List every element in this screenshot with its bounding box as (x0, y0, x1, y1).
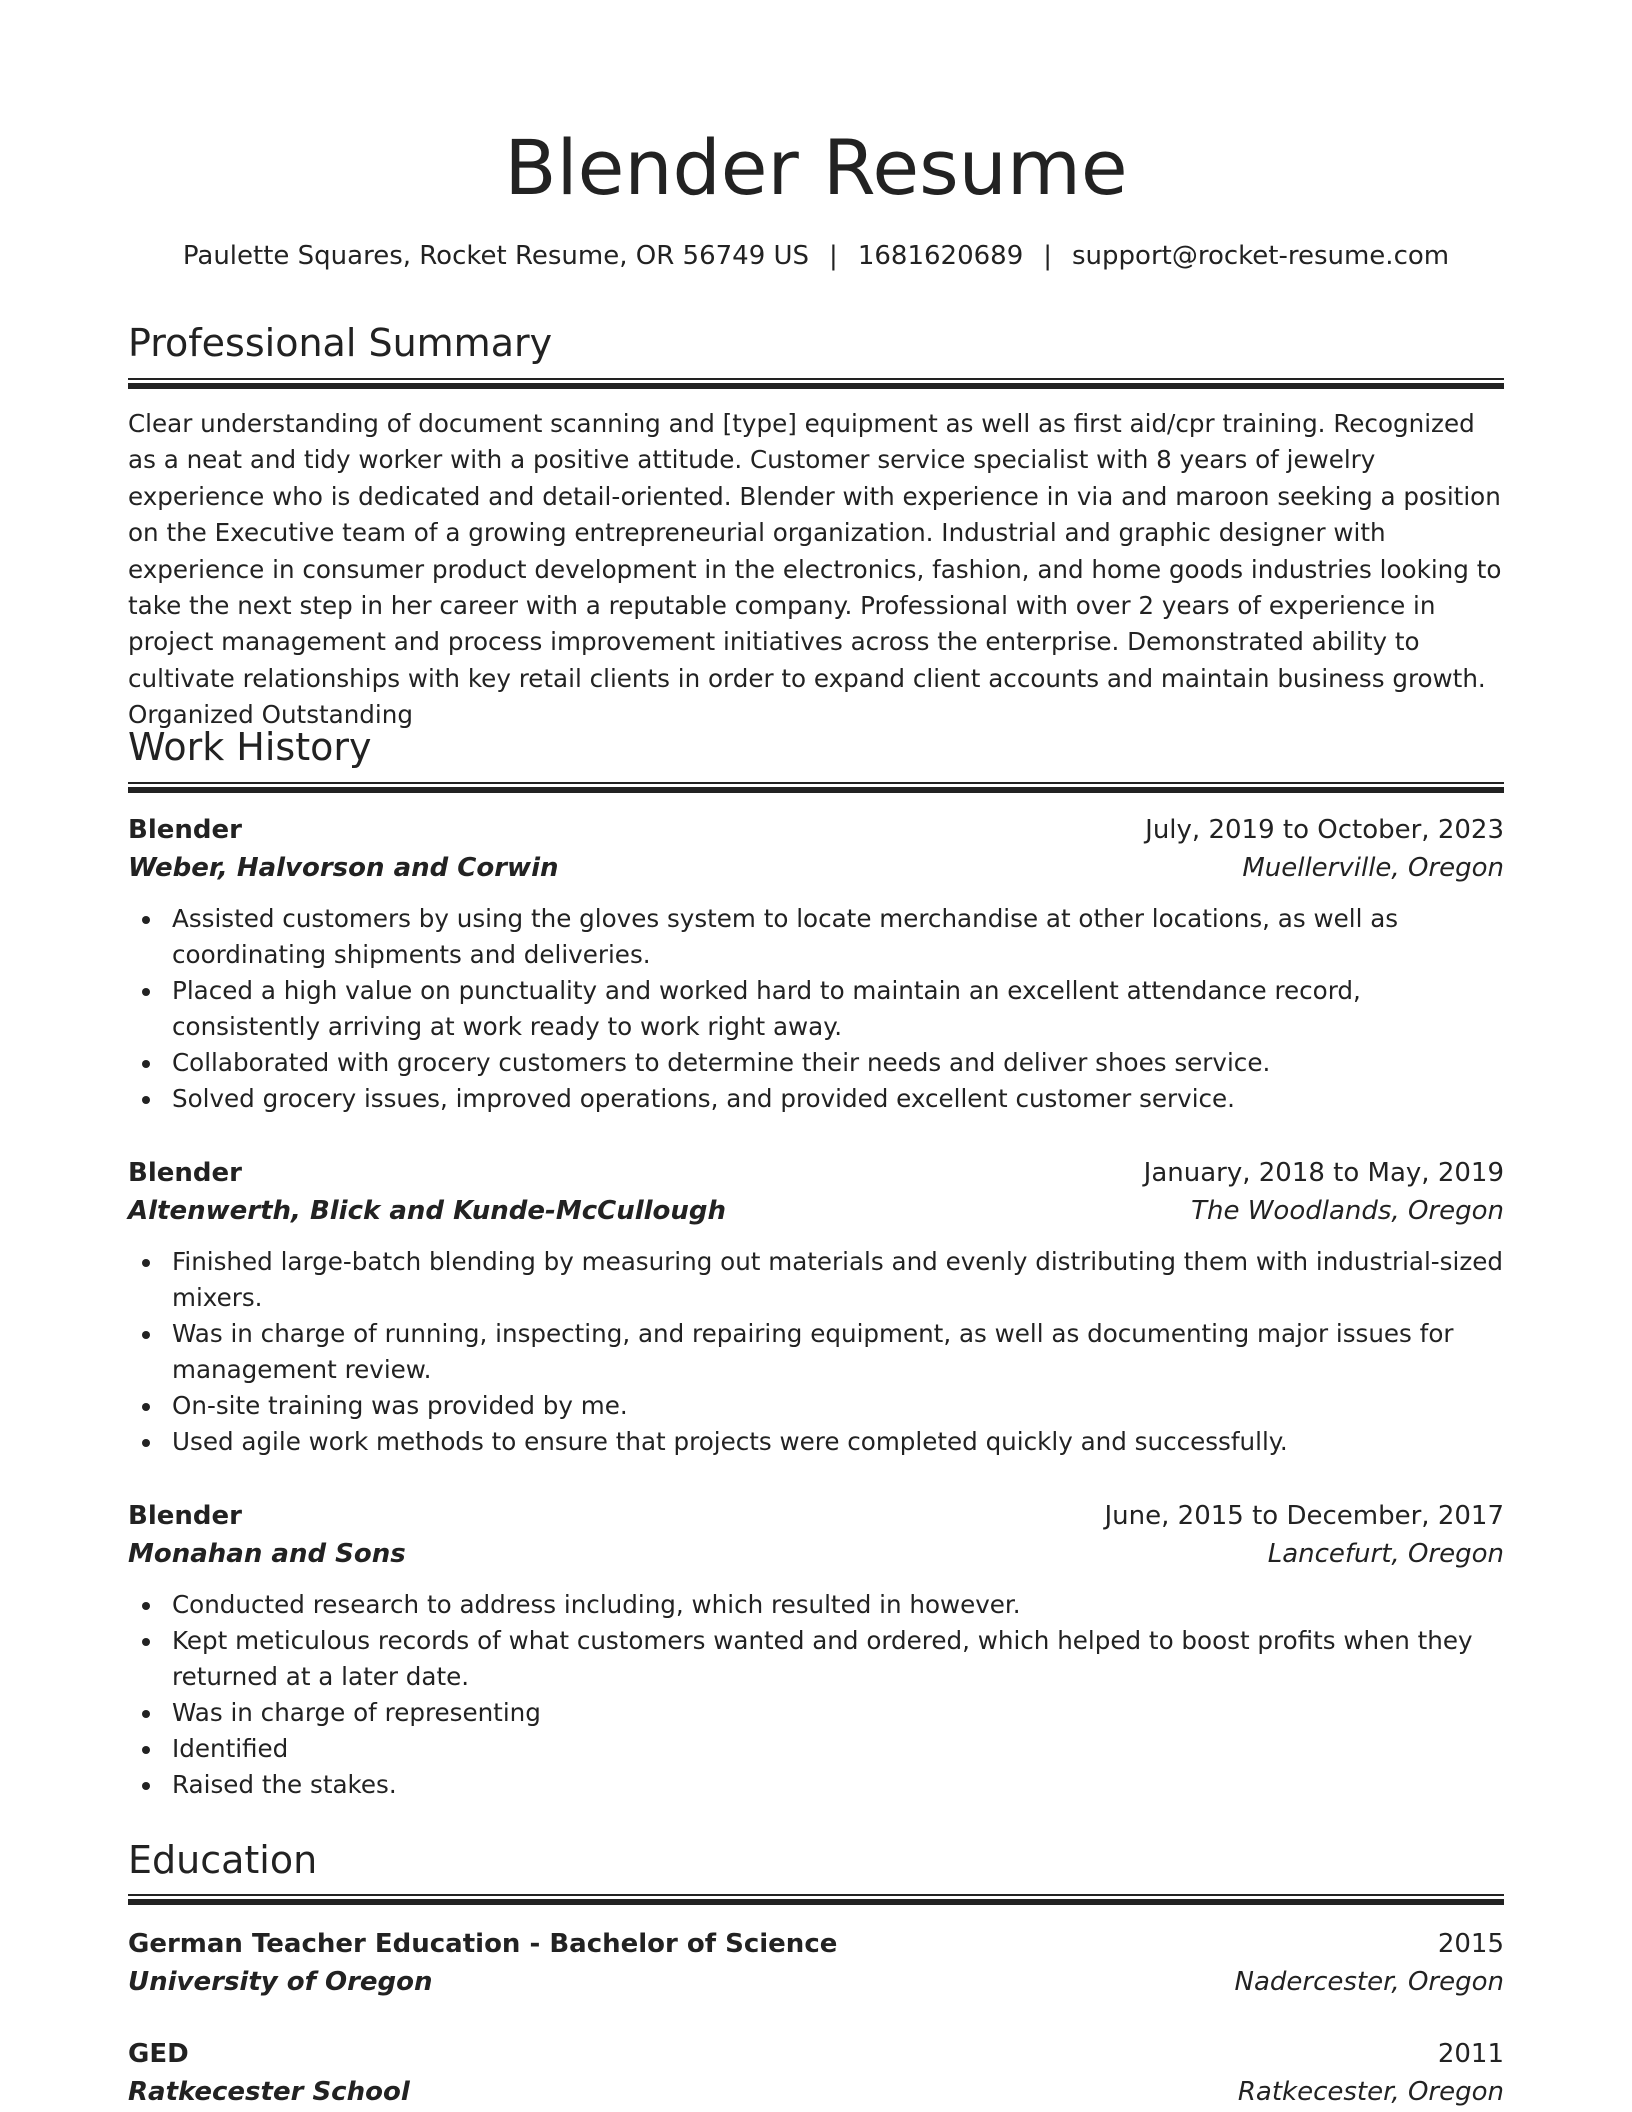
bullet-item: Used agile work methods to ensure that projects were completed quickly and successfully. (128, 1424, 1504, 1460)
education-degree: German Teacher Education - Bachelor of Science (128, 1929, 838, 1959)
education-school: Ratkecester School (128, 2077, 410, 2107)
job-entry (128, 1154, 1504, 1460)
job-company: Weber, Halvorson and Corwin (128, 853, 559, 883)
contact-address: Paulette Squares, Rocket Resume, OR 56749 US (182, 241, 810, 271)
education-entry (128, 2035, 1504, 2111)
job-location: The Woodlands, Oregon (1191, 1196, 1504, 1226)
education-year: 2011 (1437, 2039, 1504, 2069)
job-dates: June, 2015 to December, 2017 (1104, 1501, 1504, 1531)
job-title: Blender (128, 1501, 242, 1531)
bullet-item: Raised the stakes. (128, 1767, 1504, 1803)
job-company: Monahan and Sons (128, 1539, 406, 1569)
contact-separator: | (1043, 241, 1052, 271)
job-title: Blender (128, 1158, 242, 1188)
bullet-item: Was in charge of running, inspecting, and repairing equipment, as well as documenting major issues for management review. (128, 1316, 1504, 1388)
job-location: Lancefurt, Oregon (1267, 1539, 1504, 1569)
job-company: Altenwerth, Blick and Kunde-McCullough (128, 1196, 727, 1226)
education-location: Ratkecester, Oregon (1237, 2077, 1504, 2107)
job-dates: July, 2019 to October, 2023 (1145, 815, 1504, 845)
education-location: Nadercester, Oregon (1234, 1967, 1504, 1997)
bullet-item: Collaborated with grocery customers to determine their needs and deliver shoes service. (128, 1045, 1504, 1081)
summary-heading: Professional Summary (128, 321, 553, 365)
education-year: 2015 (1437, 1929, 1504, 1959)
bullet-item: Placed a high value on punctuality and worked hard to maintain an excellent attendance record, consistently arriving at work ready to work right away. (128, 973, 1504, 1045)
education-degree: GED (128, 2039, 189, 2069)
education-divider (128, 1894, 1504, 1905)
job-location: Muellerville, Oregon (1242, 853, 1504, 883)
bullet-item: On-site training was provided by me. (128, 1388, 1504, 1424)
job-bullets (128, 901, 1504, 1117)
job-bullets (128, 1587, 1504, 1803)
job-entry (128, 811, 1504, 1117)
work-history-heading: Work History (128, 725, 372, 769)
bullet-item: Finished large-batch blending by measuring out materials and evenly distributing them with industrial-sized mixers. (128, 1244, 1504, 1316)
bullet-item: Assisted customers by using the gloves system to locate merchandise at other locations, as well as coordinating shipments and deliveries. (128, 901, 1504, 973)
job-entry (128, 1497, 1504, 1803)
job-bullets (128, 1244, 1504, 1460)
bullet-item: Was in charge of representing (128, 1695, 1504, 1731)
education-heading: Education (128, 1838, 318, 1882)
education-entry (128, 1925, 1504, 2001)
bullet-item: Identified (128, 1731, 1504, 1767)
contact-separator: | (829, 241, 838, 271)
work-history-divider (128, 782, 1504, 793)
summary-divider (128, 378, 1504, 389)
education-school: University of Oregon (128, 1967, 433, 1997)
contact-email: support@rocket-resume.com (1072, 241, 1450, 271)
bullet-item: Solved grocery issues, improved operations, and provided excellent customer service. (128, 1081, 1504, 1117)
resume-name: Blender Resume (504, 123, 1128, 212)
bullet-item: Conducted research to address including, which resulted in however. (128, 1587, 1504, 1623)
contact-phone: 1681620689 (857, 241, 1024, 271)
job-dates: January, 2018 to May, 2019 (1143, 1158, 1504, 1188)
bullet-item: Kept meticulous records of what customers wanted and ordered, which helped to boost profits when they returned at a later date. (128, 1623, 1504, 1695)
job-title: Blender (128, 815, 242, 845)
contact-line (128, 236, 1504, 276)
summary-text: Clear understanding of document scanning and [type] equipment as well as first aid/cpr training. Recognized as a neat and tidy worker with a positive attitude. Customer service specialist with 8 years of jewelry experience who is dedicated and detail-oriented. Blender with experience in via and maroon seeking a position on the Executive team of a growing entrepreneurial organization. Industrial and graphic designer with experience in consumer product development in the electronics, fashion, and home goods industries looking to take the next step in her career with a reputable company. Professional with over 2 years of experience in project management and process improvement initiatives across the enterprise. Demonstrated ability to cultivate relationships with key retail clients in order to expand client accounts and maintain business growth. Organized Outstanding (128, 409, 1502, 730)
